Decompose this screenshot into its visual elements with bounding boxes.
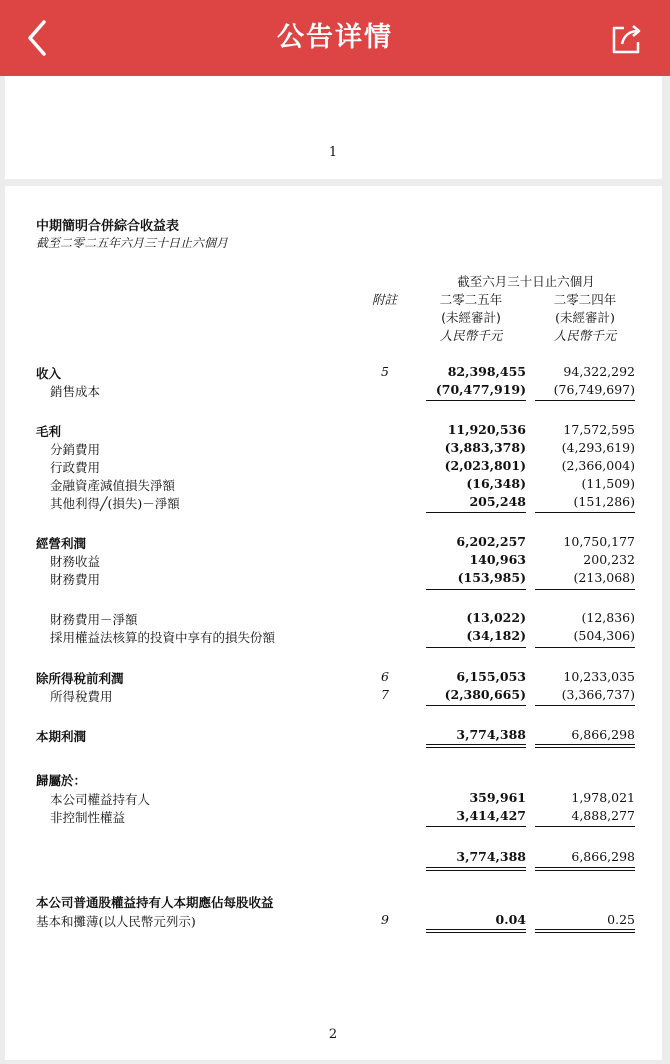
row-label: 分銷費用 [50,442,101,457]
top-bar [0,0,670,76]
page-title: 公告详情 [277,22,393,53]
row-value-2024: 17,572,595 [563,422,635,437]
statement-title: 中期簡明合併綜合收益表 [36,219,180,234]
row-value-2024: (2,366,004) [561,458,635,473]
row-label: 採用權益法核算的投資中享有的損失份額 [50,630,276,645]
period-header: 截至六月三十日止六個月 [457,274,595,289]
col-2024-audit: (未經審計) [555,310,615,325]
row-value-2025: 6,155,053 [456,669,526,684]
rule [426,826,526,827]
col-2025-unit: 人民幣千元 [439,328,503,343]
double-rule [426,932,526,933]
rule [426,512,526,513]
row-value-2024: (151,286) [573,494,635,509]
share-button[interactable] [608,20,646,58]
row-value-2025: 6,202,257 [456,534,526,549]
double-rule [535,747,635,748]
row-label: 基本和攤薄(以人民幣元列示) [36,914,196,929]
row-label: 經營利潤 [36,536,87,551]
row-value-2025: 359,961 [469,790,526,805]
rule [535,589,635,590]
row-value-2025: (70,477,919) [435,382,526,397]
row-value-2025: (13,022) [466,610,526,625]
rule [535,705,635,706]
row-label: 財務收益 [50,554,101,569]
rule [426,400,526,401]
row-value-2025: 11,920,536 [447,422,526,437]
share-icon [608,20,646,58]
row-note: 9 [381,912,389,927]
rule [426,705,526,706]
row-label: 本期利潤 [36,729,87,744]
double-rule [426,929,526,930]
col-2024-unit: 人民幣千元 [553,328,617,343]
rule [426,647,526,648]
double-rule [426,870,526,871]
row-note: 7 [381,687,389,702]
note-header: 附註 [372,292,398,307]
row-label: 毛利 [36,424,62,439]
row-value-2024: (3,366,737) [561,687,635,702]
rule [535,512,635,513]
row-value-2025: (2,380,665) [444,687,526,702]
row-value-2025: 3,774,388 [456,849,526,864]
row-value-2025: (16,348) [466,476,526,491]
row-label: 財務費用 [50,572,101,587]
row-value-2024: 200,232 [583,552,635,567]
row-value-2024: 6,866,298 [571,727,635,742]
row-label: 收入 [36,366,62,381]
row-value-2024: (11,509) [581,476,635,491]
row-value-2024: (213,068) [573,570,635,585]
row-label: 行政費用 [50,460,101,475]
row-value-2025: 205,248 [469,494,526,509]
rule [535,647,635,648]
row-value-2024: (4,293,619) [561,440,635,455]
double-rule [426,744,526,745]
col-2025-audit: (未經審計) [441,310,501,325]
statement-subtitle: 截至二零二五年六月三十日止六個月 [36,236,229,250]
double-rule [535,744,635,745]
row-value-2025: (3,883,378) [444,440,526,455]
row-label: 歸屬於： [36,773,87,788]
rule [426,589,526,590]
row-label: 除所得稅前利潤 [36,671,124,686]
row-value-2024: 1,978,021 [571,790,635,805]
rule [535,826,635,827]
row-label: 所得稅費用 [50,689,113,704]
document-page-1 [5,76,662,179]
row-value-2024: 10,750,177 [563,534,635,549]
double-rule [535,867,635,868]
double-rule [426,747,526,748]
row-label: 本公司權益持有人 [50,792,151,807]
row-value-2024: (12,836) [581,610,635,625]
row-note: 5 [381,364,389,379]
col-2025-year: 二零二五年 [439,292,503,307]
rule [535,400,635,401]
page-number: 1 [328,145,338,160]
row-value-2025: (34,182) [466,628,526,643]
row-value-2025: (2,023,801) [444,458,526,473]
row-value-2024: 10,233,035 [563,669,635,684]
row-label: 銷售成本 [50,384,101,399]
row-value-2024: 4,888,277 [571,808,635,823]
row-value-2024: 94,322,292 [563,364,635,379]
row-value-2025: 3,414,427 [456,808,526,823]
double-rule [535,929,635,930]
col-2024-year: 二零二四年 [553,292,617,307]
double-rule [426,867,526,868]
row-label: 其他利得╱(損失)－淨額 [50,496,180,511]
row-value-2025: (153,985) [457,570,526,585]
row-value-2024: 6,866,298 [571,849,635,864]
row-label: 金融資產減值損失淨額 [50,478,176,493]
row-value-2025: 140,963 [469,552,526,567]
row-label: 非控制性權益 [50,810,126,825]
row-value-2024: (76,749,697) [553,382,635,397]
row-value-2025: 3,774,388 [456,727,526,742]
row-label: 財務費用－淨額 [50,612,138,627]
row-value-2024: (504,306) [573,628,635,643]
row-label: 本公司普通股權益持有人本期應佔每股收益 [36,895,274,910]
double-rule [535,870,635,871]
document-page-2 [5,186,662,1060]
double-rule [535,932,635,933]
row-value-2025: 0.04 [495,912,526,927]
page-number: 2 [328,1027,338,1042]
row-value-2025: 82,398,455 [447,364,526,379]
row-value-2024: 0.25 [607,912,635,927]
row-note: 6 [381,669,389,684]
